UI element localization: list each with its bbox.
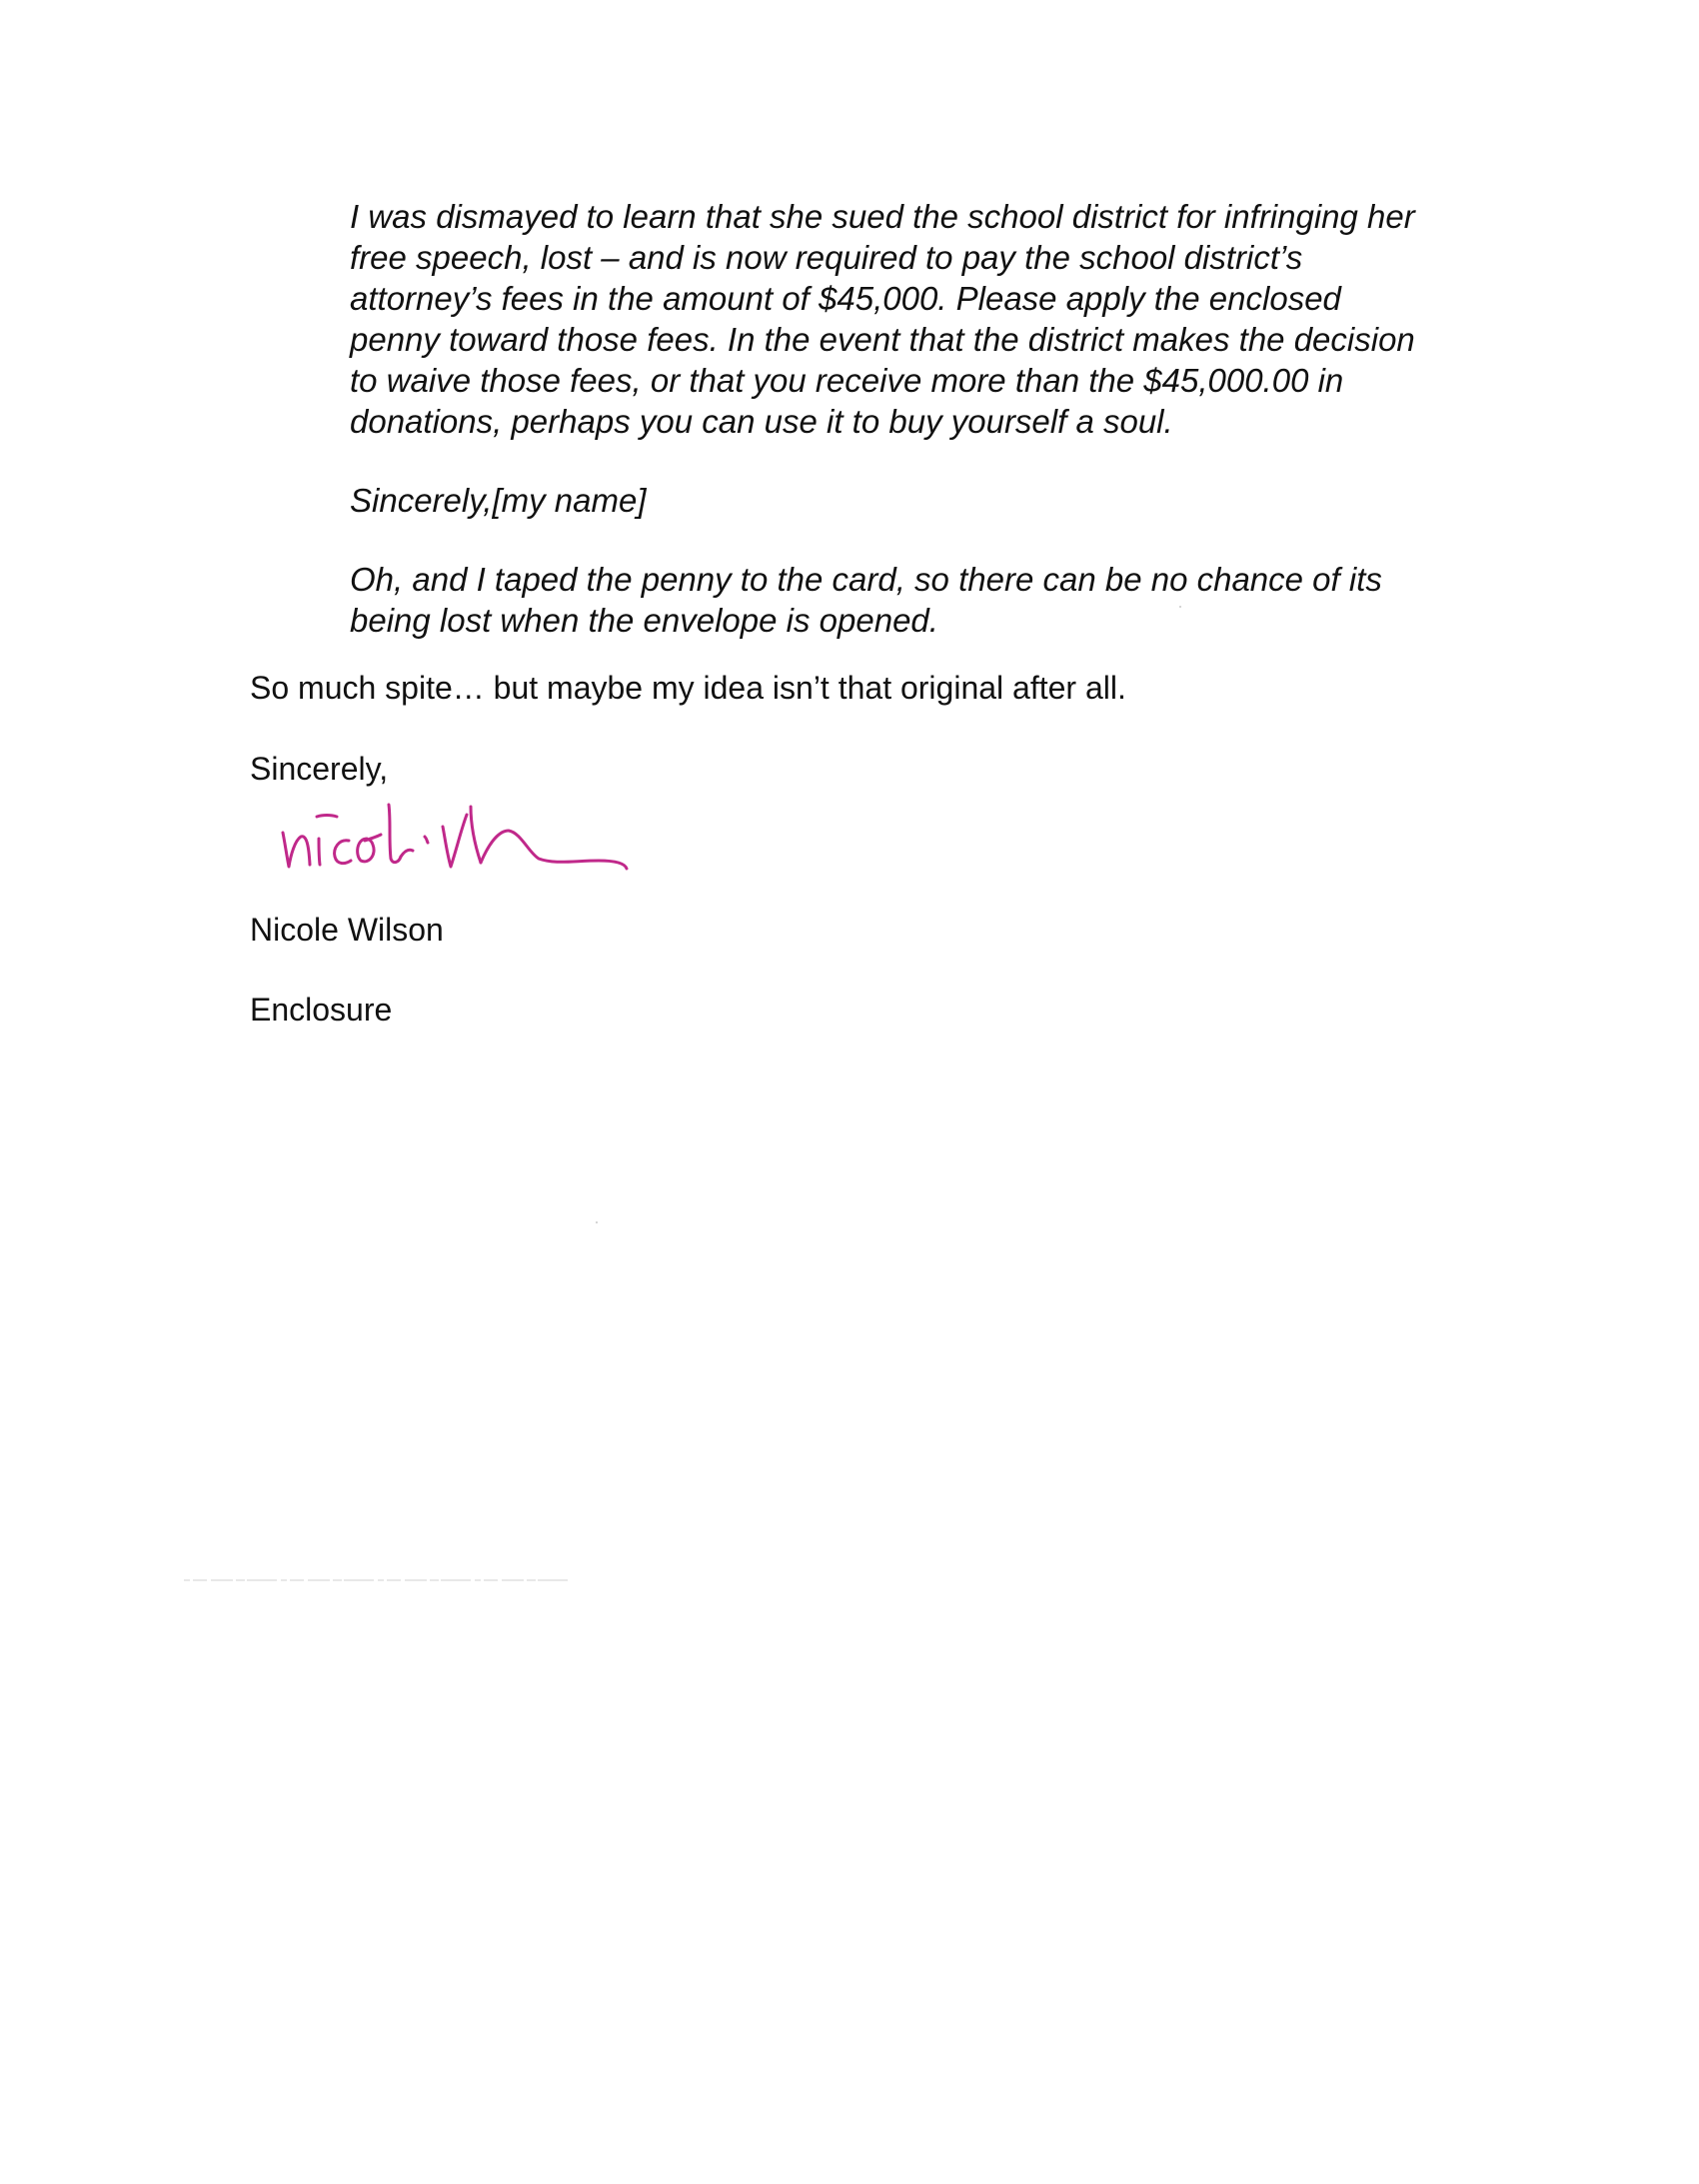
- quoted-paragraph-line: donations, perhaps you can use it to buy yourself a soul.: [350, 403, 1173, 440]
- quoted-paragraph: [350, 196, 1469, 442]
- quoted-paragraph-line: to waive those fees, or that you receive more than the $45,000.00 in: [350, 362, 1344, 399]
- scan-speck: [1179, 606, 1181, 608]
- scan-artifact-line: [184, 1579, 572, 1581]
- quoted-postscript: [350, 559, 1469, 641]
- quoted-postscript-line: being lost when the envelope is opened.: [350, 602, 938, 639]
- quoted-letter: [350, 196, 1469, 641]
- handwritten-signature: [275, 775, 695, 895]
- scan-speck: [596, 1221, 598, 1223]
- signer-name: Nicole Wilson: [250, 912, 444, 948]
- quoted-paragraph-line: free speech, lost – and is now required to pay the school district’s: [350, 239, 1303, 276]
- quoted-paragraph-line: attorney’s fees in the amount of $45,000. Please apply the enclosed: [350, 280, 1341, 317]
- closing-remark: So much spite… but maybe my idea isn’t that original after all.: [250, 670, 1126, 706]
- enclosure-note: Enclosure: [250, 992, 393, 1028]
- quoted-paragraph-line: I was dismayed to learn that she sued the school district for infringing her: [350, 198, 1415, 235]
- closing-salutation: Sincerely,: [250, 751, 389, 787]
- quoted-paragraph-line: penny toward those fees. In the event that the district makes the decision: [350, 321, 1415, 358]
- quoted-signoff: [350, 480, 1469, 521]
- quoted-signoff-text: Sincerely,[my name]: [350, 482, 647, 519]
- quoted-postscript-line: Oh, and I taped the penny to the card, so there can be no chance of its: [350, 561, 1382, 598]
